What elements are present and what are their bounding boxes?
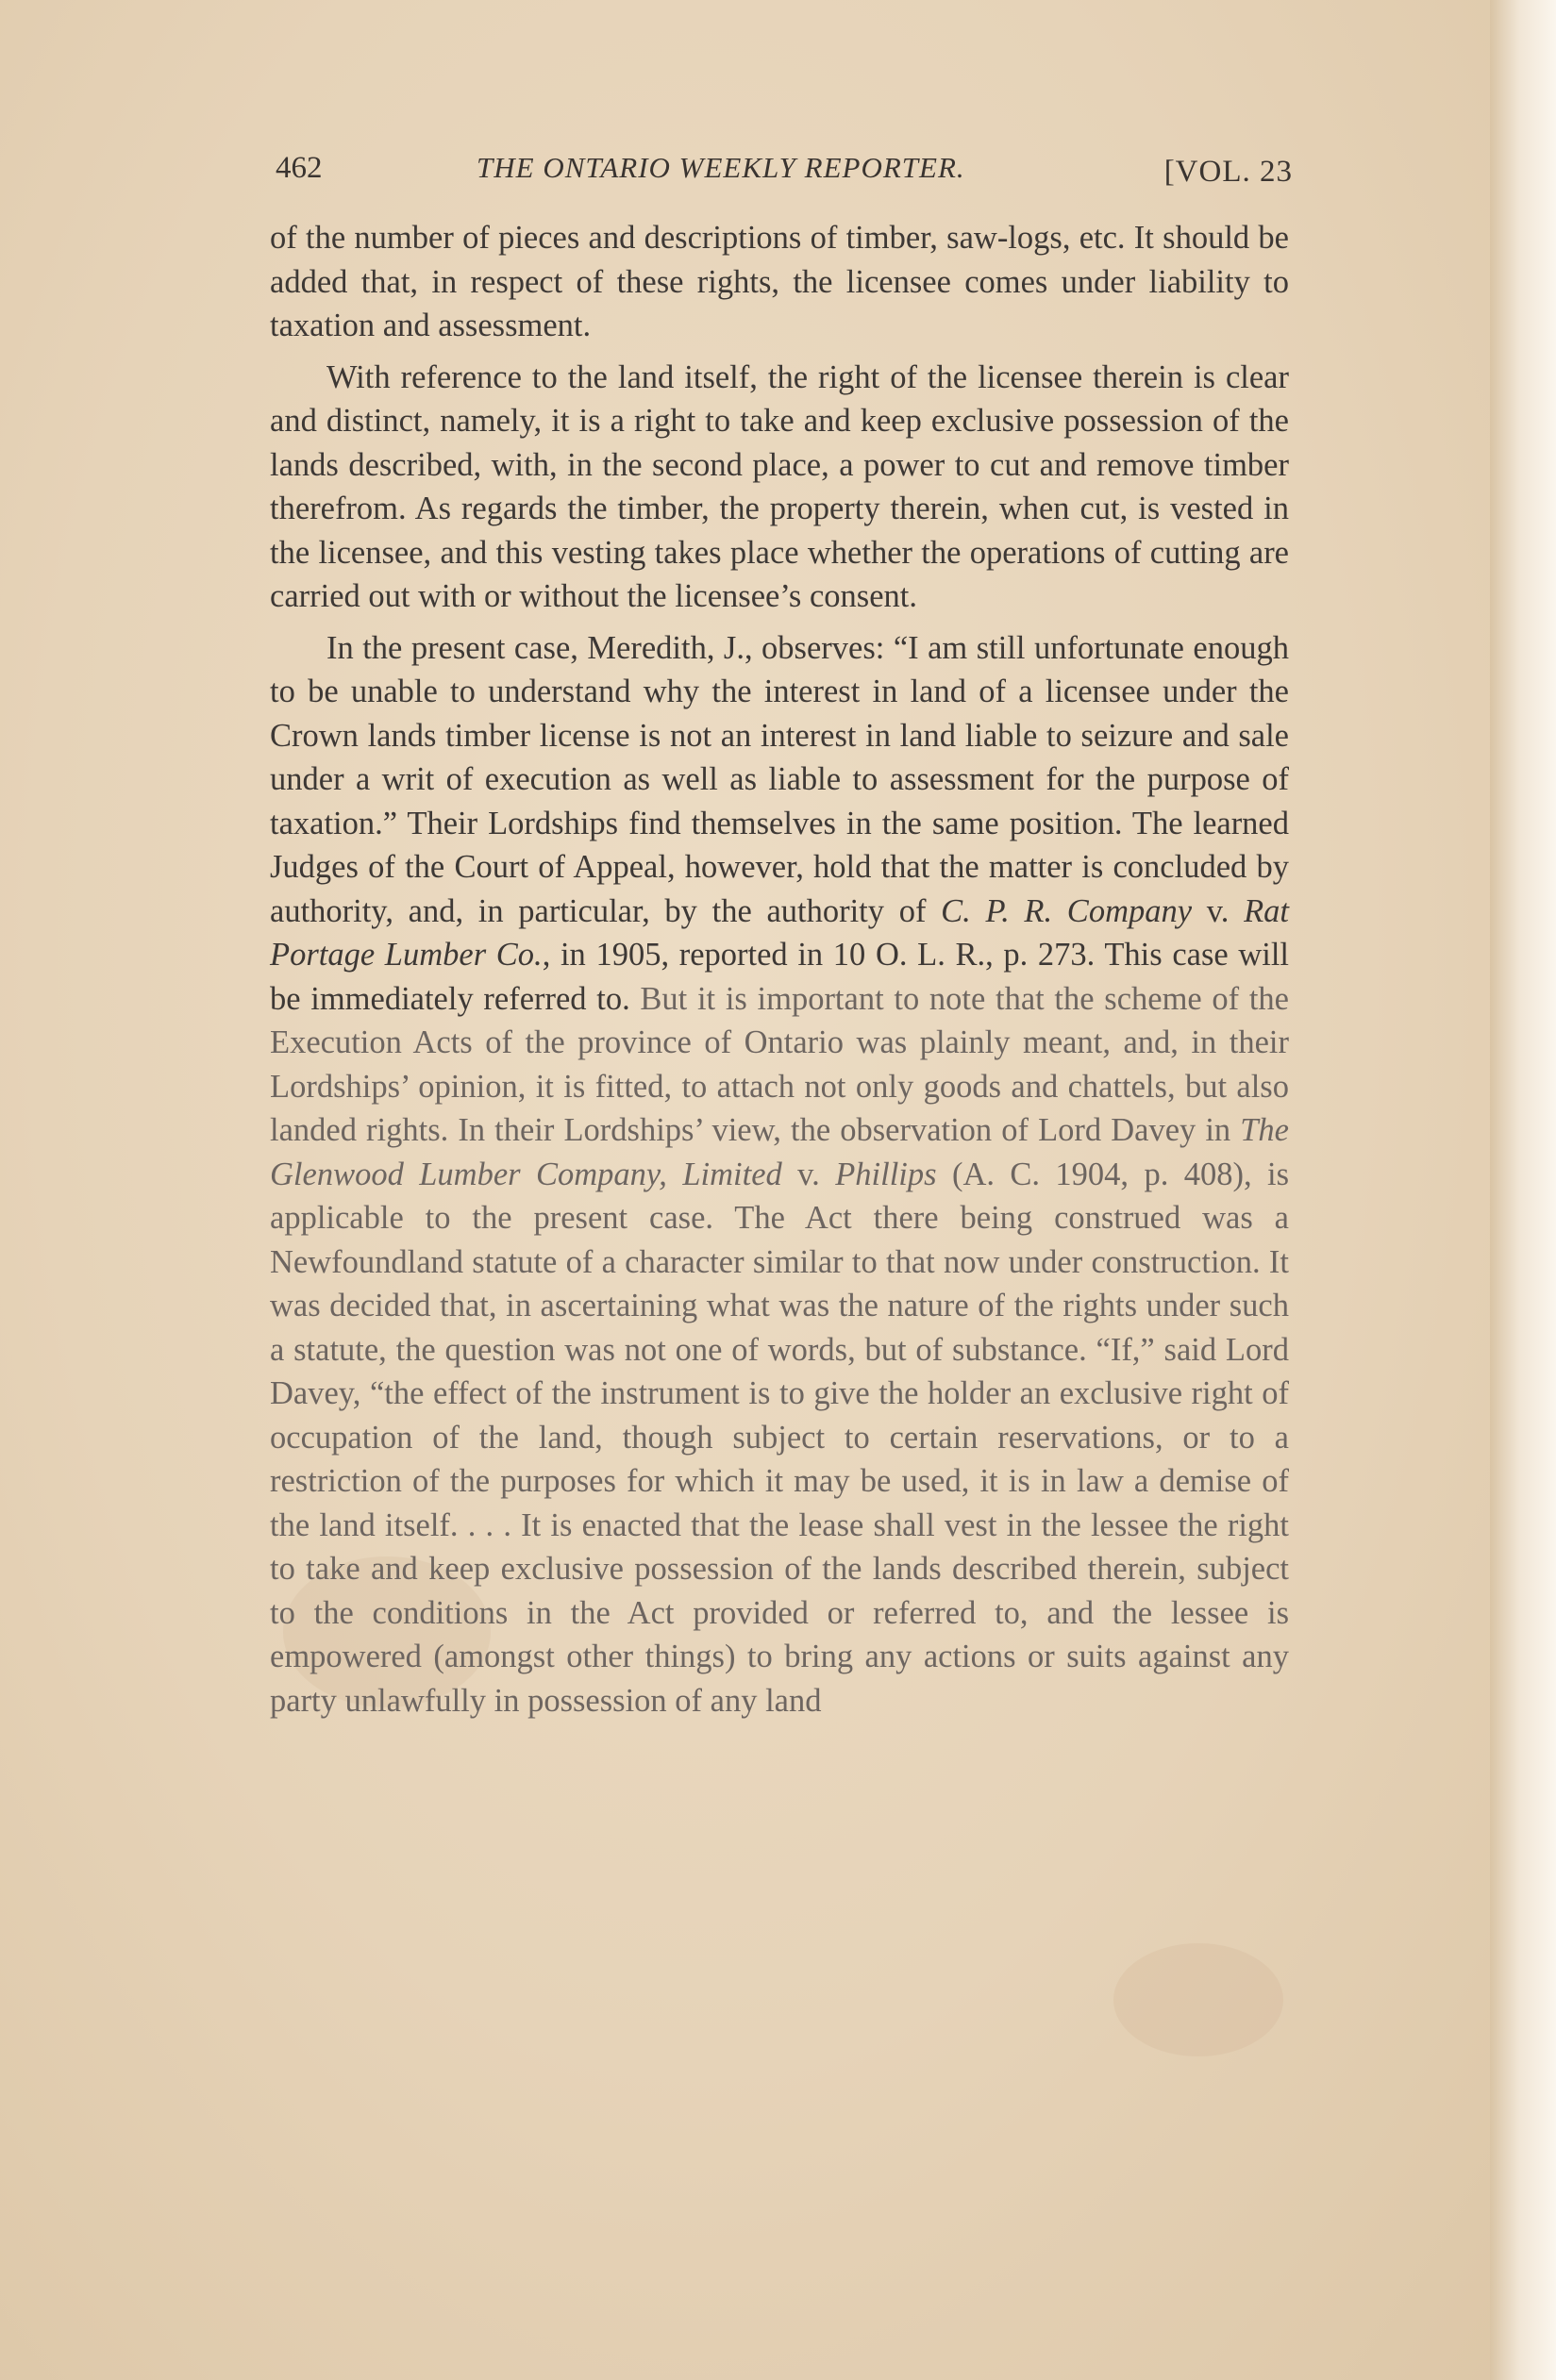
case-name: Rat Portage Lumber Co. [270,892,1290,973]
paragraph-text: v. [1192,892,1245,929]
body-text [270,216,1289,1723]
paragraph-text: But it is important to note that the scheme of the Execution Acts of the province of Ontario was plainly meant, and, in their Lordships’ opinion, it is fitted, to attach not only goods and chattels, but also landed rights. In their Lordships’ view, the observation of Lord Davey in [270,980,1289,1148]
paragraph-text: (A. C. 1904, p. 408), is applicable to the present case. The Act there being construed was a Newfoundland statute of a character similar to that now under construction. It was decided that, in ascertaining what was the nature of the rights under such a statute, the question was not one of words, but of substance. “If,” said Lord Davey, “the effect of the instrument is to give the holder an exclusive right of occupation of the land, though subject to certain reservations, or to a restriction of the purposes for which it may be used, it is in law a demise of the land itself. . . . It is enacted that the lease shall vest in the lessee the right to take and keep exclusive possession of the lands described therein, subject to the conditions in the Act provided or referred to, and the lessee is empowered (amongst other things) to bring any actions or suits against any party unlawfully in possession of any land [270,1156,1290,1719]
paragraph [270,626,1289,1723]
case-name: The Glenwood Lumber Company, Limited [270,1112,1289,1192]
paragraph-text: , in 1905, reported in 10 O. L. R., p. 273. This case will be immediately referred to. [270,937,1290,1017]
journal-title: THE ONTARIO WEEKLY REPORTER. [477,151,965,184]
paragraph-text: In the present case, Meredith, J., observes: “I am still unfortunate enough to be unable to understand why the interest in land of a licensee under the Crown lands timber license is not an interest in land liable to seizure and sale under a writ of execution as well as liable to assessment for the purpose of taxation.” Their Lordships find themselves in the same position. The learned Judges of the Court of Appeal, however, hold that the matter is concluded by authority, and, in particular, by the authority of [270,629,1289,929]
paper-stain [1113,1943,1283,2056]
volume-label: [VOL. 23 [1163,155,1293,189]
page-edge [1490,0,1556,2380]
running-head [274,151,1293,198]
paragraph: of the number of pieces and descriptions of timber, saw-logs, etc. It should be added that, in respect of these rights, the licensee comes under liability to taxation and assessment. [270,220,1289,343]
case-name: C. P. R. Company [941,892,1193,929]
page-number: 462 [276,151,323,185]
case-name: Phillips [835,1156,937,1192]
paragraph-text: v. [781,1156,836,1192]
paragraph: With reference to the land itself, the right of the licensee therein is clear and distinct, namely, it is a right to take and keep exclusive possession of the lands described, with, in the second place, a power to cut and remove timber therefrom. As regards the timber, the property therein, when cut, is vested in the licensee, and this vesting takes place whether the operations of cutting are carried out with or without the licensee’s consent. [270,358,1289,614]
